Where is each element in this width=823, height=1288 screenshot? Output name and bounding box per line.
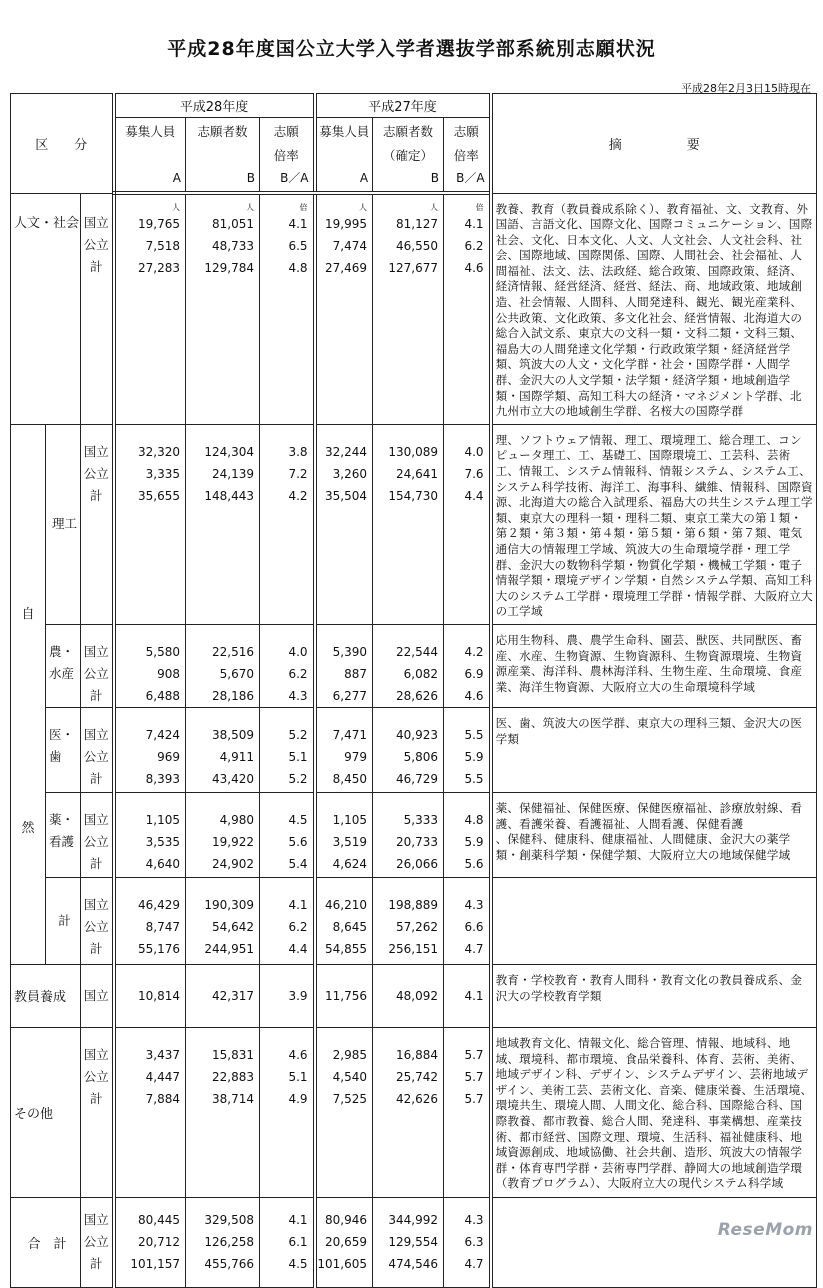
ratio-27-value: 6.6 (464, 919, 484, 934)
applicants-28-value: 24,139 (212, 466, 254, 481)
ratio-27-cell (444, 877, 491, 964)
applicants-27-cell (373, 1197, 444, 1287)
ratio-27-value: 5.7 (464, 1069, 484, 1084)
type-label: 国立 (83, 896, 109, 912)
applicants-27-value: 127,677 (388, 261, 439, 275)
type-label: 公立 (83, 833, 109, 849)
recruit-27-value: 3,260 (332, 466, 368, 481)
type-column (81, 964, 114, 1027)
ratio-27-value: 4.0 (464, 444, 484, 459)
ratio-27-cell (444, 792, 491, 877)
unit-label: 人 (359, 203, 368, 212)
ratio-28-value: 4.9 (288, 1091, 308, 1106)
ratio-27-value: 4.8 (464, 812, 484, 827)
sub-category-label: 理工 (46, 424, 81, 624)
recruit-27-value: 46,210 (325, 897, 368, 912)
recruit-27-value: 1,105 (332, 812, 368, 827)
applicants-27-value: 25,742 (396, 1069, 439, 1084)
recruit-28-cell (114, 1027, 186, 1197)
table-row (11, 1027, 817, 1197)
header-ratio-28: 志願 倍率 B／A (260, 118, 315, 194)
applicants-27-value: 5,333 (403, 812, 439, 827)
recruit-27-value: 20,659 (325, 1235, 368, 1250)
applicants-27-cell (373, 193, 444, 424)
applicants-27-value: 46,729 (396, 771, 439, 786)
type-column (81, 193, 114, 424)
ratio-27-value: 4.6 (464, 261, 484, 275)
type-label: 公立 (83, 1234, 109, 1250)
applicants-27-value: 20,733 (396, 834, 439, 849)
applicants-27-value: 22,544 (396, 644, 439, 659)
table-row (11, 424, 817, 624)
applicants-28-value: 5,670 (219, 666, 254, 681)
recruit-28-cell (114, 424, 186, 624)
unit-label: 倍 (475, 203, 484, 212)
group-label: 合 計 (11, 1197, 81, 1287)
applicants-27-value: 344,992 (388, 1213, 439, 1228)
ratio-28-value: 6.2 (288, 666, 308, 681)
unit-spacer (81, 202, 112, 212)
summary-cell: 教養、教育（教員養成系除く）、教育福祉、文、文教育、外国語、言語文化、国際文化、国際コミュニケーション、国際社会、文化、日本文化、人文、人文社会、人文社会科、社会、国際地域、国際関係、国際、人間社会、社会福祉、人間福祉、法文、法、法政経、総合政策、国際政策、経済、経済情報、経営経済、経営、経法、商、地域政策、地域創造、社会情報、人間科、人間発達科、観光、観光産業科、公共政策、文化政策、多文化社会、経営情報、北海道大の総合入試文系、東京大の文科一類・文科二類・文科三類、福島大の人間発達文化学類・行政政策学類・経済経営学類、筑波大の人文・文化学群・社会・国際学群・人間学群、金沢大の人文学類・法学類・経済学類・地域創造学類・国際学類、高知工科大の経済・マネジメント学群、北九州市立大の地域創生学群、名桜大の国際学群 (491, 193, 817, 424)
table-row (11, 877, 817, 964)
ratio-27-value: 6.2 (464, 239, 484, 253)
ratio-28-cell (260, 877, 315, 964)
type-label: 公立 (83, 665, 109, 681)
header-boshu-28: 募集人員 A (114, 118, 186, 194)
ratio-28-value: 4.5 (288, 812, 308, 827)
summary-cell: 薬、保健福祉、保健医療、保健医療福祉、診療放射線、看護、看護栄養、看護福祉、人間看護、保健看護 、保健科、健康科、健康福祉、人間健康、金沢大の薬学類・創薬科学類・保健学類、大阪府立大の地域保健学域 (491, 792, 817, 877)
ratio-28-value: 4.4 (288, 941, 308, 956)
applicants-28-value: 42,317 (212, 988, 254, 1003)
applicants-27-value: 42,626 (396, 1091, 439, 1106)
header-year-27: 平成27年度 (315, 94, 491, 118)
applicants-28-value: 24,902 (212, 856, 254, 871)
unit-label: 人 (172, 203, 180, 212)
recruit-27-value: 7,471 (332, 727, 368, 742)
ratio-27-cell (444, 424, 491, 624)
applicants-28-value: 124,304 (204, 444, 254, 459)
table-row (11, 1197, 817, 1287)
group-label: 教員養成 (11, 964, 81, 1027)
recruit-28-value: 3,437 (145, 1047, 180, 1062)
applicants-27-cell (373, 877, 444, 964)
applicants-27-value: 16,884 (396, 1047, 439, 1062)
ratio-27-value: 4.7 (464, 1257, 484, 1272)
applicants-27-value: 6,082 (403, 666, 439, 681)
recruit-28-value: 80,445 (138, 1213, 180, 1228)
applicants-27-value: 129,554 (388, 1235, 439, 1250)
group-label: 人文・社会 (11, 193, 81, 424)
recruit-27-cell (315, 1197, 373, 1287)
header-shigan-28: 志願者数 B (186, 118, 260, 194)
summary-cell: 教育・学校教育・教育人間科・教育文化の教員養成系、金沢大の学校教育学類 (491, 964, 817, 1027)
ratio-28-value: 4.1 (288, 217, 308, 231)
applicants-28-value: 81,051 (212, 217, 254, 231)
applicants-28-value: 4,980 (219, 812, 254, 827)
ratio-28-cell (260, 424, 315, 624)
applicants-27-cell (373, 964, 444, 1027)
ratio-27-cell (444, 964, 491, 1027)
recruit-27-value: 3,519 (332, 834, 368, 849)
applicants-27-value: 198,889 (388, 897, 439, 912)
applicants-27-value: 24,641 (396, 466, 439, 481)
ratio-27-value: 5.5 (464, 727, 484, 742)
ratio-27-value: 5.9 (464, 749, 484, 764)
recruit-28-value: 46,429 (138, 897, 180, 912)
type-label: 公立 (83, 1068, 109, 1084)
summary-cell: 医、歯、筑波大の医学群、東京大の理科三類、金沢大の医学類 (491, 707, 817, 792)
table-row (11, 792, 817, 877)
type-label: 計 (89, 940, 103, 956)
recruit-27-value: 8,645 (332, 919, 368, 934)
ratio-27-value: 4.3 (464, 1213, 484, 1228)
recruit-28-value: 55,176 (138, 941, 180, 956)
group-label-shizen (11, 424, 46, 964)
applicants-27-value: 48,092 (396, 988, 439, 1003)
type-label: 国立 (83, 443, 109, 459)
type-column (81, 1027, 114, 1197)
ratio-28-cell (260, 624, 315, 707)
applicants-27-value: 154,730 (388, 488, 439, 503)
header-year-28: 平成28年度 (114, 94, 315, 118)
type-label: 国立 (83, 1046, 109, 1062)
applicants-27-value: 5,806 (403, 749, 439, 764)
recruit-28-cell (114, 1197, 186, 1287)
applicants-28-cell (186, 424, 260, 624)
ratio-28-cell (260, 964, 315, 1027)
ratio-27-value: 6.3 (464, 1235, 484, 1250)
recruit-28-value: 8,747 (145, 919, 180, 934)
ratio-27-value: 5.6 (464, 856, 484, 871)
recruit-27-cell (315, 624, 373, 707)
ratio-27-value: 5.5 (464, 771, 484, 786)
ratio-28-value: 6.1 (288, 1235, 308, 1250)
applicants-28-cell (186, 877, 260, 964)
recruit-27-value: 11,756 (325, 988, 368, 1003)
recruit-27-value: 80,946 (325, 1213, 368, 1228)
ratio-27-value: 6.9 (464, 666, 484, 681)
type-label: 計 (89, 258, 103, 274)
ratio-28-value: 6.5 (288, 239, 308, 253)
recruit-28-value: 101,157 (130, 1257, 180, 1272)
ratio-27-value: 4.3 (464, 897, 484, 912)
ratio-28-value: 3.9 (288, 988, 308, 1003)
type-column (81, 424, 114, 624)
type-column (81, 792, 114, 877)
recruit-27-value: 8,450 (332, 771, 368, 786)
applicants-28-value: 22,516 (212, 644, 254, 659)
type-label: 国立 (83, 987, 109, 1003)
recruit-27-value: 979 (344, 749, 368, 764)
ratio-28-value: 4.6 (288, 1047, 308, 1062)
ratio-27-value: 4.1 (464, 217, 484, 231)
type-label: 国立 (83, 214, 109, 230)
ratio-28-cell (260, 792, 315, 877)
type-label: 公立 (83, 465, 109, 481)
type-label: 計 (89, 1256, 103, 1272)
group-label: その他 (11, 1027, 81, 1197)
type-label: 公立 (83, 918, 109, 934)
ratio-28-cell (260, 193, 315, 424)
type-column (81, 707, 114, 792)
ratio-27-cell (444, 1027, 491, 1197)
ratio-28-value: 4.8 (288, 261, 308, 275)
applicants-28-cell (186, 193, 260, 424)
recruit-27-value: 35,504 (325, 488, 368, 503)
ratio-28-value: 3.8 (288, 444, 308, 459)
recruit-28-value: 4,447 (145, 1069, 180, 1084)
applicants-28-cell (186, 1027, 260, 1197)
applicants-27-cell (373, 1027, 444, 1197)
applicants-27-value: 26,066 (396, 856, 439, 871)
recruit-28-value: 969 (157, 749, 180, 764)
recruit-28-cell (114, 193, 186, 424)
header-kubun: 区 分 (11, 94, 114, 194)
applicants-27-value: 40,923 (396, 727, 439, 742)
recruit-27-value: 19,995 (325, 217, 368, 231)
applicants-28-value: 244,951 (204, 941, 254, 956)
sub-category-label: 農・ 水産 (46, 624, 81, 707)
recruit-28-value: 1,105 (145, 812, 180, 827)
recruit-28-value: 27,283 (138, 261, 180, 275)
ratio-27-value: 4.6 (464, 688, 484, 703)
applicants-27-value: 474,546 (388, 1257, 439, 1272)
group-label-bottom: 然 (21, 820, 35, 836)
ratio-27-cell (444, 193, 491, 424)
applicants-28-value: 15,831 (212, 1047, 254, 1062)
applicants-28-value: 19,922 (212, 834, 254, 849)
header-ratio-27: 志願 倍率 B／A (444, 118, 491, 194)
recruit-27-value: 887 (344, 666, 368, 681)
ratio-28-value: 4.1 (288, 1213, 308, 1228)
ratio-28-value: 7.2 (288, 466, 308, 481)
recruit-28-cell (114, 792, 186, 877)
ratio-28-value: 4.1 (288, 897, 308, 912)
applicants-28-value: 54,642 (212, 919, 254, 934)
recruit-28-value: 20,712 (138, 1235, 180, 1250)
header-boshu-27: 募集人員 A (315, 118, 373, 194)
recruit-27-cell (315, 707, 373, 792)
type-column (81, 624, 114, 707)
unit-label: 人 (430, 203, 439, 212)
recruit-28-value: 32,320 (138, 444, 180, 459)
recruit-27-value: 4,624 (332, 856, 368, 871)
type-label: 国立 (83, 1212, 109, 1228)
ratio-28-value: 4.3 (288, 688, 308, 703)
applicant-status-table (10, 93, 817, 1288)
summary-cell: 応用生物科、農、農学生命科、園芸、獣医、共同獣医、畜産、水産、生物資源、生物資源科、生物資源環境、生物資源産業、海洋科、農林海洋科、生物生産、生命環境、食産業、海洋生物資源、大阪府立大の生命環境科学域 (491, 624, 817, 707)
ratio-27-cell (444, 624, 491, 707)
recruit-28-value: 35,655 (138, 488, 180, 503)
resemom-logo: ReseMom (717, 1220, 813, 1240)
recruit-28-value: 3,335 (145, 466, 180, 481)
recruit-28-cell (114, 707, 186, 792)
recruit-27-value: 6,277 (332, 688, 368, 703)
type-label: 国立 (83, 643, 109, 659)
ratio-27-value: 4.2 (464, 644, 484, 659)
recruit-28-value: 6,488 (145, 688, 180, 703)
type-label: 計 (89, 770, 103, 786)
type-label: 公立 (83, 236, 109, 252)
type-label: 計 (89, 855, 103, 871)
ratio-27-value: 4.1 (464, 988, 484, 1003)
recruit-28-cell (114, 964, 186, 1027)
recruit-27-cell (315, 964, 373, 1027)
summary-cell: 地域教育文化、情報文化、総合管理、情報、地域科、地域、環境科、都市環境、食品栄養科、体育、芸術、美術、地域デザイン科、デザイン、システムデザイン、芸術地域デザイン、美術工芸、芸術文化、音楽、健康栄養、生活環境、環境共生、環境人間、人間文化、総合科、国際総合科、国際教養、都市教養、総合人間、発達科、事業構想、産業技術、都市経営、国際文理、環境、生活科、福祉健康科、地域資源創成、地域協働、社会共創、造形、筑波大の情報学群・体育専門学群・芸術専門学群、静岡大の地域創造学環（教育プログラム）、大阪府立大の現代システム科学域 (491, 1027, 817, 1197)
recruit-27-value: 32,244 (325, 444, 368, 459)
summary-cell (491, 877, 817, 964)
recruit-28-value: 4,640 (145, 856, 180, 871)
applicants-27-value: 256,151 (388, 941, 439, 956)
applicants-28-value: 43,420 (212, 771, 254, 786)
group-label-top: 自 (21, 606, 35, 622)
ratio-28-value: 4.5 (288, 1257, 308, 1272)
applicants-28-value: 48,733 (212, 239, 254, 253)
applicants-27-value: 28,626 (396, 688, 439, 703)
ratio-27-cell (444, 1197, 491, 1287)
ratio-28-value: 6.2 (288, 919, 308, 934)
table-row (11, 624, 817, 707)
recruit-27-cell (315, 877, 373, 964)
ratio-27-value: 5.9 (464, 834, 484, 849)
ratio-27-cell (444, 707, 491, 792)
ratio-28-value: 4.2 (288, 488, 308, 503)
recruit-27-value: 7,525 (332, 1091, 368, 1106)
applicants-28-value: 38,509 (212, 727, 254, 742)
ratio-28-value: 5.4 (288, 856, 308, 871)
applicants-28-cell (186, 624, 260, 707)
type-column (81, 1197, 114, 1287)
recruit-27-cell (315, 424, 373, 624)
applicants-27-value: 130,089 (388, 444, 439, 459)
applicants-27-cell (373, 624, 444, 707)
applicants-28-cell (186, 964, 260, 1027)
ratio-27-value: 4.4 (464, 488, 484, 503)
ratio-28-cell (260, 1027, 315, 1197)
recruit-27-cell (315, 1027, 373, 1197)
applicants-28-value: 455,766 (204, 1257, 254, 1272)
sub-category-label: 薬・ 看護 (46, 792, 81, 877)
recruit-27-value: 7,474 (332, 239, 368, 253)
summary-cell (491, 1197, 817, 1287)
table-row (11, 707, 817, 792)
as-of-timestamp: 平成28年2月3日15時現在 (681, 82, 811, 95)
ratio-27-value: 4.7 (464, 941, 484, 956)
recruit-28-value: 7,518 (145, 239, 180, 253)
applicants-28-value: 148,443 (204, 488, 254, 503)
applicants-28-value: 22,883 (212, 1069, 254, 1084)
ratio-27-value: 5.7 (464, 1047, 484, 1062)
applicants-27-cell (373, 707, 444, 792)
recruit-28-value: 8,393 (145, 771, 180, 786)
recruit-28-value: 7,884 (145, 1091, 180, 1106)
applicants-28-value: 126,258 (204, 1235, 254, 1250)
recruit-28-value: 10,814 (138, 988, 180, 1003)
applicants-28-value: 329,508 (204, 1213, 254, 1228)
recruit-28-cell (114, 624, 186, 707)
recruit-28-value: 7,424 (145, 727, 180, 742)
type-label: 計 (89, 487, 103, 503)
ratio-27-value: 7.6 (464, 466, 484, 481)
page-title: 平成28年度国公立大学入学者選抜学部系統別志願状況 (167, 38, 656, 60)
recruit-28-value: 19,765 (138, 217, 180, 231)
applicants-27-value: 46,550 (396, 239, 439, 253)
applicants-28-value: 28,186 (212, 688, 254, 703)
applicants-28-value: 4,911 (219, 749, 254, 764)
type-label: 計 (89, 1090, 103, 1106)
recruit-27-cell (315, 193, 373, 424)
ratio-28-value: 4.0 (288, 644, 308, 659)
recruit-27-value: 101,605 (317, 1257, 368, 1272)
type-label: 公立 (83, 748, 109, 764)
header-summary: 摘 要 (491, 94, 817, 194)
unit-label: 倍 (299, 203, 308, 212)
recruit-28-value: 5,580 (145, 644, 180, 659)
ratio-28-value: 5.1 (288, 749, 308, 764)
summary-cell: 理、ソフトウェア情報、理工、環境理工、総合理工、コンピュータ理工、工、基礎工、国際環境工、工芸科、芸術工、情報工、システム情報科、情報システム、システム工、システム科学技術、海洋工、海事科、繊維、情報科、国際資源、北海道大の総合入試理系、福島大の共生システム理工学類、東京大の理科一類・理科二類、東京工業大の第１類・第２類・第３類・第４類・第５類・第６類・第７類、電気通信大の情報理工学域、筑波大の生命環境学群・理工学群、金沢大の数物科学類・物質化学類・機械工学類・電子情報学類・環境デザイン学類・自然システム学類、高知工科大のシステム工学群・環境理工学群・情報学群、大阪府立大の工学域 (491, 424, 817, 624)
applicants-28-value: 129,784 (204, 261, 254, 275)
ratio-28-cell (260, 707, 315, 792)
recruit-28-value: 3,535 (145, 834, 180, 849)
type-column (81, 877, 114, 964)
recruit-27-cell (315, 792, 373, 877)
type-label: 計 (89, 687, 103, 703)
sub-category-label: 医・ 歯 (46, 707, 81, 792)
applicants-27-cell (373, 424, 444, 624)
recruit-27-value: 5,390 (332, 644, 368, 659)
ratio-28-cell (260, 1197, 315, 1287)
applicants-28-value: 190,309 (204, 897, 254, 912)
recruit-28-cell (114, 877, 186, 964)
recruit-27-value: 27,469 (325, 261, 368, 275)
ratio-28-value: 5.2 (288, 771, 308, 786)
applicants-27-value: 57,262 (396, 919, 439, 934)
applicants-27-value: 81,127 (396, 217, 439, 231)
recruit-28-value: 908 (157, 666, 180, 681)
type-label: 国立 (83, 811, 109, 827)
recruit-27-value: 4,540 (332, 1069, 368, 1084)
table-row (11, 193, 817, 424)
header-shigan-27: 志願者数 （確定） B (373, 118, 444, 194)
applicants-28-value: 38,714 (212, 1091, 254, 1106)
applicants-28-cell (186, 1197, 260, 1287)
type-label: 国立 (83, 726, 109, 742)
applicants-28-cell (186, 792, 260, 877)
recruit-27-value: 54,855 (325, 941, 368, 956)
unit-label: 人 (246, 203, 254, 212)
ratio-28-value: 5.1 (288, 1069, 308, 1084)
applicants-27-cell (373, 792, 444, 877)
ratio-28-value: 5.2 (288, 727, 308, 742)
sub-category-label: 計 (46, 877, 81, 964)
applicants-28-cell (186, 707, 260, 792)
table-row (11, 964, 817, 1027)
ratio-27-value: 5.7 (464, 1091, 484, 1106)
recruit-27-value: 2,985 (332, 1047, 368, 1062)
ratio-28-value: 5.6 (288, 834, 308, 849)
